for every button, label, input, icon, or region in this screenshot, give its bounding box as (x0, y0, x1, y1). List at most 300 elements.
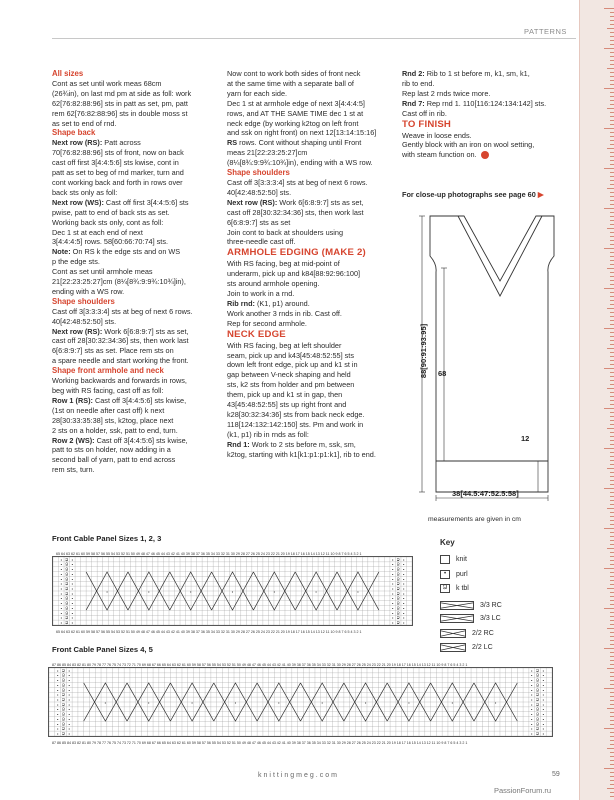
ruler-tick (604, 128, 614, 129)
ruler-tick (610, 700, 614, 701)
ktbl-symbol: Ձ (61, 697, 65, 703)
key-label: 2/2 RC (472, 630, 494, 637)
key-symbol (440, 555, 450, 564)
purl-symbol: • (68, 716, 70, 722)
ruler-tick (604, 208, 614, 209)
ruler-tick (610, 356, 614, 357)
ruler-tick (610, 12, 614, 13)
ruler-tick (610, 160, 614, 161)
instruction-label: Note: (52, 247, 71, 257)
chart-1-bottom-numbers: 65 64 63 62 61 60 59 58 57 56 55 54 53 52 51 50 49 48 47 46 45 44 43 42 41 40 39 38 37 36 35 34 33 32 31 30 29 28 27 26 25 24 23 22 21 20 19 18 17 16 15 14 13 12 11 10 9 8 7 6 5 4 3 2 1 (56, 630, 362, 634)
purl-symbol: • (68, 692, 70, 698)
purl-symbol: • (56, 706, 59, 712)
key-symbol (440, 643, 466, 652)
ruler-tick (610, 192, 614, 193)
instruction-label: Row 2 (WS): (52, 435, 95, 445)
ktbl-symbol: Ձ (61, 701, 65, 707)
ruler-tick (607, 548, 614, 549)
purl-symbol: • (391, 605, 394, 611)
purl-symbol: • (71, 590, 74, 596)
ruler-tick (610, 576, 614, 577)
ruler-tick (604, 608, 614, 609)
purl-symbol: • (56, 726, 59, 732)
purl-symbol: • (403, 581, 405, 587)
body-line: pwise, patt to end of back sts as set. (52, 207, 170, 217)
body-line: Working back sts only, cont as foll: (52, 217, 164, 227)
ruler-tick (604, 568, 614, 569)
ruler-tick (610, 60, 614, 61)
height-measurement: 88[90:91:93:95] (419, 323, 429, 379)
ruler-tick (610, 532, 614, 533)
body-line: 62[76:82:88:96] sts in patt as set, pm, patt (52, 98, 188, 108)
ruler-tick (610, 284, 614, 285)
ruler-tick (610, 20, 614, 21)
ruler-tick (607, 228, 614, 229)
ruler-tick (610, 372, 614, 373)
ruler-tick (607, 428, 614, 429)
subheading: Shape back (52, 128, 96, 138)
purl-symbol: • (60, 605, 62, 611)
ruler-tick (610, 236, 614, 237)
body-line: 118[124:132:142:150] sts. Pm and work in (227, 419, 364, 429)
ktbl-symbol: Ձ (536, 697, 540, 703)
body-line: rib to end. (402, 78, 435, 88)
instruction-label: Next row (WS): (52, 197, 104, 207)
ruler-tick (610, 396, 614, 397)
purl-symbol: • (68, 731, 70, 736)
subheading: Shape shoulders (227, 168, 290, 178)
purl-symbol: • (60, 600, 62, 606)
ruler-tick (610, 132, 614, 133)
ruler-tick (604, 688, 614, 689)
purl-symbol: • (60, 576, 62, 582)
purl-symbol: • (531, 731, 533, 736)
measurement-note: measurements are given in cm (428, 516, 521, 523)
ruler-tick (607, 788, 614, 789)
chart-2-title: Front Cable Panel Sizes 4, 5 (52, 645, 153, 654)
ruler-tick (610, 432, 614, 433)
purl-symbol: • (60, 571, 62, 577)
ruler-tick (610, 596, 614, 597)
instruction-line (227, 299, 399, 309)
ktbl-symbol: Ձ (65, 581, 69, 587)
instruction-label: Row 1 (RS): (52, 395, 93, 405)
ktbl-symbol: Ձ (65, 561, 69, 567)
ruler-tick (610, 256, 614, 257)
purl-symbol: • (189, 589, 192, 595)
body-line: Working backwards and forwards in rows, (52, 376, 187, 386)
ktbl-symbol: Ձ (65, 590, 69, 596)
key-symbol: Ձ (440, 584, 450, 593)
ruler-tick (610, 296, 614, 297)
chart-2-top-numbers: 87 86 85 84 83 82 81 80 79 78 77 76 75 74 73 72 71 70 69 68 67 66 65 64 63 62 61 60 59 58 57 56 55 54 53 52 51 50 49 48 47 46 45 44 43 42 41 40 39 38 37 36 35 34 33 32 31 30 29 28 27 26 25 24 23 22 21 20 19 18 17 16 15 14 13 12 11 10 9 8 7 6 5 4 3 2 1 (52, 663, 468, 667)
ktbl-symbol: Ձ (536, 692, 540, 698)
ruler-tick (604, 528, 614, 529)
ruler-tick (610, 44, 614, 45)
purl-symbol: • (234, 700, 237, 706)
ktbl-symbol: Ձ (65, 620, 69, 625)
ktbl-symbol: Ձ (536, 716, 540, 722)
ktbl-symbol: Ձ (65, 610, 69, 616)
ktbl-symbol: Ձ (396, 581, 400, 587)
purl-symbol: • (56, 687, 59, 693)
purl-symbol: • (391, 557, 394, 562)
body-line: Rep last 2 rnds twice more. (402, 88, 491, 98)
purl-symbol: • (391, 595, 394, 601)
ruler-tick (610, 220, 614, 221)
ruler-tick (610, 116, 614, 117)
ktbl-symbol: Ձ (396, 561, 400, 567)
body-line: Work another 3 rnds in rib. Cast off. (227, 308, 342, 318)
ruler-tick (610, 720, 614, 721)
rib-measurement: 12 (521, 434, 530, 443)
purl-symbol: • (403, 590, 405, 596)
key-title: Key (440, 538, 455, 547)
ruler-tick (610, 292, 614, 293)
ktbl-symbol: Ձ (536, 668, 540, 673)
purl-symbol: • (391, 581, 394, 587)
ktbl-symbol: Ձ (396, 600, 400, 606)
purl-symbol: • (391, 615, 394, 621)
purl-symbol: • (231, 589, 234, 595)
instruction-line (52, 138, 222, 148)
purl-symbol: • (403, 586, 405, 592)
ruler-tick (610, 412, 614, 413)
purl-symbol: • (531, 687, 533, 693)
instruction-line (52, 327, 222, 337)
instruction-label: Rnd 2: (402, 69, 425, 78)
ktbl-symbol: Ձ (61, 711, 65, 717)
key-label: 3/3 RC (480, 602, 502, 609)
ruler-tick (610, 456, 614, 457)
body-line: rem sts, turn. (52, 465, 95, 475)
ruler-tick (610, 564, 614, 565)
ruler-tick (610, 756, 614, 757)
section-heading: NECK EDGE (227, 328, 286, 340)
ktbl-symbol: Ձ (396, 590, 400, 596)
ktbl-symbol: Ձ (61, 668, 65, 673)
ruler-tick (610, 472, 614, 473)
ruler-tick (610, 264, 614, 265)
purl-symbol: • (278, 700, 280, 706)
purl-symbol: • (60, 610, 62, 616)
ruler-tick (604, 88, 614, 89)
purl-symbol: • (542, 687, 545, 693)
yarn-ball-icon (481, 151, 489, 159)
ruler-tick (604, 288, 614, 289)
purl-symbol: • (531, 692, 533, 698)
purl-symbol: • (531, 716, 533, 722)
chart-2-grid (48, 667, 553, 737)
chart-1-top-numbers: 65 64 63 62 61 60 59 58 57 56 55 54 53 52 51 50 49 48 47 46 45 44 43 42 41 40 39 38 37 36 35 34 33 32 31 30 29 28 27 26 25 24 23 22 21 20 19 18 17 16 15 14 13 12 11 10 9 8 7 6 5 4 3 2 1 (56, 552, 362, 556)
key-item (440, 643, 493, 653)
body-line: cast off first 3[4:4:5:6] sts kwise, cont in (52, 158, 179, 168)
ruler-tick (610, 176, 614, 177)
body-line: 6[6:8:9:7] sts as set (227, 217, 291, 227)
ruler-tick (610, 460, 614, 461)
ruler-tick (610, 56, 614, 57)
ktbl-symbol: Ձ (61, 672, 65, 678)
ruler-tick (604, 168, 614, 169)
purl-symbol: • (60, 586, 62, 592)
ruler-tick (610, 80, 614, 81)
purl-symbol: • (542, 672, 545, 678)
ruler-tick (610, 340, 614, 341)
body-line: ending with a WS row. (52, 286, 125, 296)
purl-symbol: • (531, 721, 533, 727)
ktbl-symbol: Ձ (536, 726, 540, 732)
ruler-tick (610, 392, 614, 393)
purl-symbol: • (531, 677, 533, 683)
ruler-tick (610, 584, 614, 585)
ruler-tick (604, 768, 614, 769)
ktbl-symbol: Ձ (536, 711, 540, 717)
key-item (440, 601, 502, 611)
purl-symbol: • (71, 586, 74, 592)
instruction-line (52, 396, 222, 406)
ktbl-symbol: Ձ (396, 576, 400, 582)
ruler-tick (610, 496, 614, 497)
purl-symbol: • (68, 701, 70, 707)
ruler-tick (610, 276, 614, 277)
ruler-tick (610, 204, 614, 205)
body-line: Gently block with an iron on wool setting, (402, 140, 535, 150)
ruler-tick (610, 360, 614, 361)
body-line: cast off 28[30:32:34:36] sts, then work last (227, 207, 364, 217)
side-ruler (579, 0, 614, 800)
purl-symbol: • (68, 706, 70, 712)
ruler-tick (610, 560, 614, 561)
ruler-tick (610, 200, 614, 201)
ktbl-symbol: Ձ (65, 595, 69, 601)
ruler-tick (610, 492, 614, 493)
page-number: 59 (552, 771, 560, 778)
key-label: 3/3 LC (480, 615, 501, 622)
instruction-label: Rnd 7: (402, 98, 425, 108)
purl-symbol: • (403, 576, 405, 582)
purl-symbol: • (542, 726, 545, 732)
body-line: down left front edge, pick up and k1 st in (227, 360, 358, 370)
ruler-tick (610, 464, 614, 465)
ruler-tick (610, 100, 614, 101)
ruler-tick (610, 40, 614, 41)
ktbl-symbol: Ձ (536, 672, 540, 678)
ruler-tick (610, 244, 614, 245)
ruler-tick (610, 404, 614, 405)
ruler-tick (604, 368, 614, 369)
ruler-tick (610, 384, 614, 385)
ktbl-symbol: Ձ (65, 571, 69, 577)
purl-symbol: • (104, 700, 107, 706)
ruler-tick (610, 324, 614, 325)
body-line: 28[30:33:35:38] sts, k2tog, place next (52, 415, 174, 425)
ktbl-symbol: Ձ (65, 566, 69, 572)
instruction-text: Cast off 3[4:4:5:6] sts kwise, (94, 435, 188, 445)
ruler-tick (610, 352, 614, 353)
ruler-tick (610, 416, 614, 417)
ruler-tick (610, 32, 614, 33)
ktbl-symbol: Ձ (536, 721, 540, 727)
ruler-tick (610, 784, 614, 785)
ruler-tick (610, 744, 614, 745)
ruler-tick (610, 692, 614, 693)
body-line: 70[76:82:88:96] sts of front, now on back (52, 148, 184, 158)
purl-symbol: • (68, 711, 70, 717)
chart-1-grid (52, 556, 413, 626)
ktbl-symbol: Ձ (61, 726, 65, 732)
ruler-tick (610, 732, 614, 733)
ruler-tick (610, 792, 614, 793)
key-label: 2/2 LC (472, 644, 493, 651)
purl-symbol: • (68, 677, 70, 683)
purl-symbol: • (542, 677, 545, 683)
ktbl-symbol: Ձ (65, 615, 69, 621)
ktbl-symbol: Ձ (396, 586, 400, 592)
body-line: (26¾in), on last rnd pm at side as foll: work (52, 88, 192, 98)
body-line: patt to sts on holder, now adding in a (52, 445, 171, 455)
ruler-tick (607, 308, 614, 309)
body-line: 40[42:48:52:50] sts. (227, 187, 292, 197)
instruction-text: rows. Cont without shaping until Front (237, 138, 362, 148)
instruction-label: Next row (RS): (52, 138, 103, 148)
ruler-tick (610, 92, 614, 93)
ruler-tick (610, 776, 614, 777)
purl-symbol: • (403, 571, 405, 577)
ktbl-symbol: Ձ (536, 701, 540, 707)
subheading: Shape shoulders (52, 296, 115, 306)
ruler-tick (610, 724, 614, 725)
body-line: cont working back and forth in rows over (52, 177, 183, 187)
purl-symbol: • (364, 700, 367, 706)
body-line: second ball of yarn, patt to end across (52, 455, 176, 465)
instruction-text: Rep rnd 1. 110[116:124:134:142] sts. (424, 98, 547, 108)
ktbl-symbol: Ձ (61, 692, 65, 698)
purl-symbol: • (403, 557, 405, 562)
ruler-tick (610, 752, 614, 753)
ruler-tick (610, 224, 614, 225)
purl-symbol: • (60, 561, 62, 567)
body-line: Dec 1 st at each end of next (52, 227, 143, 237)
ruler-tick (610, 84, 614, 85)
purl-symbol: • (106, 589, 108, 595)
ruler-tick (610, 672, 614, 673)
ruler-tick (610, 696, 614, 697)
purl-symbol: • (71, 600, 74, 606)
purl-symbol: • (71, 571, 74, 577)
instruction-label: Rib rnd: (227, 298, 255, 308)
ruler-tick (607, 628, 614, 629)
instruction-text: Cast off first 3[4:4:5:6] sts (103, 197, 189, 207)
purl-symbol: • (60, 581, 62, 587)
purl-symbol: • (403, 600, 405, 606)
purl-symbol: • (60, 566, 62, 572)
ruler-tick (610, 480, 614, 481)
ktbl-symbol: Ձ (61, 721, 65, 727)
body-line: with steam function on. (402, 150, 578, 160)
purl-symbol: • (403, 566, 405, 572)
key-item (440, 629, 494, 639)
purl-symbol: • (68, 687, 70, 693)
body-line: (8¼[8¾:9:9¾:10¾]in), ending with a WS row. (227, 158, 373, 168)
purl-symbol: • (391, 590, 394, 596)
body-line: sts around armhole opening. (227, 279, 320, 289)
ruler-tick (607, 508, 614, 509)
instruction-line (52, 198, 222, 208)
ktbl-symbol: Ձ (536, 687, 540, 693)
ruler-tick (610, 636, 614, 637)
ruler-tick (604, 8, 614, 9)
instruction-label: Rnd 1: (227, 439, 250, 449)
purl-symbol: • (451, 700, 453, 706)
ruler-tick (610, 664, 614, 665)
purl-symbol: • (68, 672, 70, 678)
body-line: meas 21[22:23:25:27]cm (227, 148, 308, 158)
ruler-tick (610, 364, 614, 365)
ktbl-symbol: Ձ (61, 687, 65, 693)
ruler-tick (610, 476, 614, 477)
ruler-tick (610, 444, 614, 445)
ruler-tick (610, 452, 614, 453)
body-line: Now cont to work both sides of front neck (227, 69, 361, 78)
purl-symbol: • (71, 595, 74, 601)
purl-symbol: • (542, 682, 545, 688)
body-line: 3[4:4:4:5] rows. 58[60:66:70:74] sts. (52, 237, 169, 247)
purl-symbol: • (56, 701, 59, 707)
ruler-tick (610, 796, 614, 797)
ktbl-symbol: Ձ (65, 600, 69, 606)
ktbl-symbol: Ձ (61, 682, 65, 688)
ruler-tick (610, 172, 614, 173)
ruler-tick (610, 376, 614, 377)
purl-symbol: • (531, 726, 533, 732)
key-item (440, 570, 468, 580)
ktbl-symbol: Ձ (61, 677, 65, 683)
body-line: Dec 1 st at armhole edge of next 3[4:4:4:5] (227, 98, 365, 108)
purl-symbol: • (531, 706, 533, 712)
instruction-text: Rib to 1 st before m, k1, sm, k1, (424, 69, 530, 78)
ktbl-symbol: Ձ (396, 610, 400, 616)
body-line: With RS facing, beg at left shoulder (227, 340, 342, 350)
chart-2-bottom-numbers: 87 86 85 84 83 82 81 80 79 78 77 76 75 74 73 72 71 70 69 68 67 66 65 64 63 62 61 60 59 58 57 56 55 54 53 52 51 50 49 48 47 46 45 44 43 42 41 40 39 38 37 36 35 34 33 32 31 30 29 28 27 26 25 24 23 22 21 20 19 18 17 16 15 14 13 12 11 10 9 8 7 6 5 4 3 2 1 (52, 741, 468, 745)
key-item (440, 555, 467, 565)
ruler-tick (610, 612, 614, 613)
ktbl-symbol: Ձ (536, 677, 540, 683)
instruction-text: Cast off 3[4:4:5:6] sts kwise, (92, 395, 187, 405)
instruction-label: Next row (RS): (52, 326, 103, 336)
purl-symbol: • (391, 610, 394, 616)
body-line: k28[30:32:34:36] sts from back neck edge. (227, 410, 365, 419)
ruler-tick (610, 52, 614, 53)
ruler-tick (607, 148, 614, 149)
purl-symbol: • (273, 589, 276, 595)
instruction-text: Work to 2 sts before m, ssk, sm, (249, 439, 356, 449)
ruler-tick (610, 120, 614, 121)
ruler-tick (610, 656, 614, 657)
purl-symbol: • (71, 605, 74, 611)
ruler-tick (607, 188, 614, 189)
ruler-tick (610, 76, 614, 77)
ruler-tick (610, 240, 614, 241)
ruler-tick (610, 320, 614, 321)
ruler-tick (610, 400, 614, 401)
body-line: 43[45:48:52:55] sts up right front and (227, 400, 347, 410)
ruler-tick (610, 36, 614, 37)
purl-symbol: • (403, 595, 405, 601)
purl-symbol: • (391, 586, 394, 592)
ruler-tick (610, 780, 614, 781)
ruler-tick (610, 420, 614, 421)
ruler-tick (610, 504, 614, 505)
